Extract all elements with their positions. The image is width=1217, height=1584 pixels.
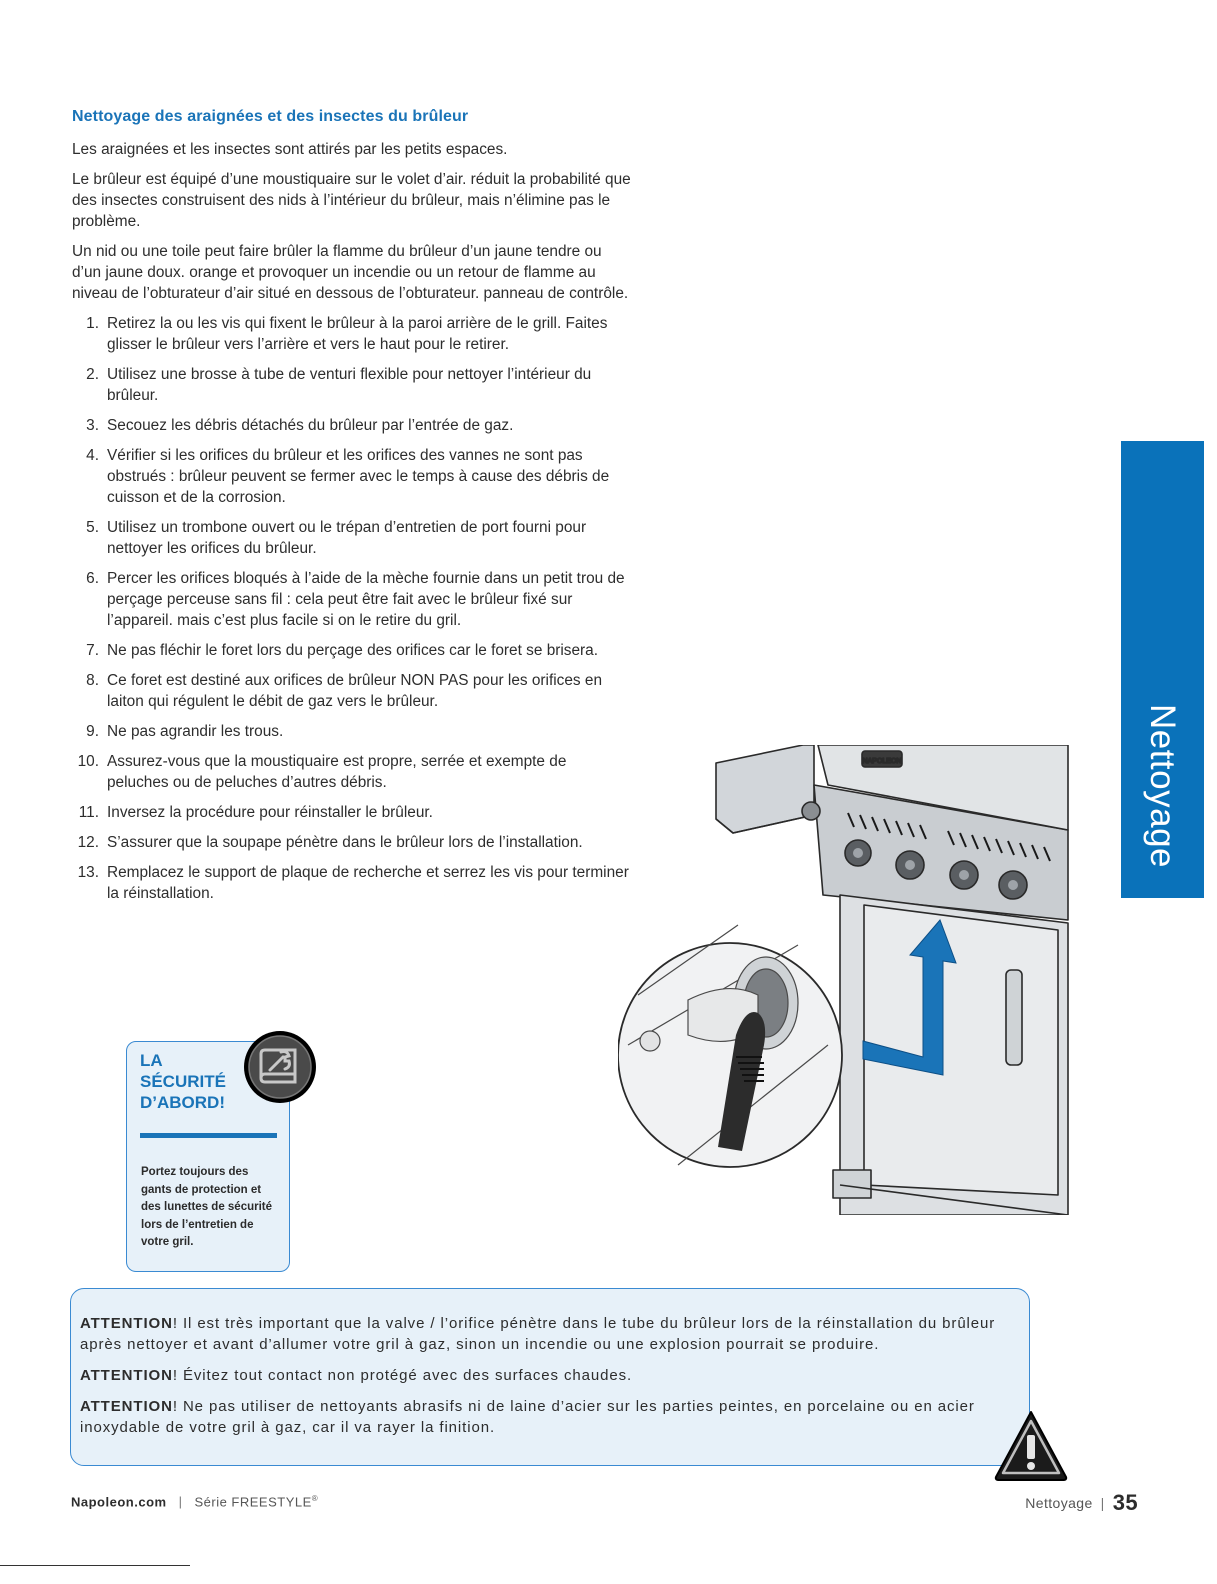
list-item	[72, 721, 632, 742]
step-number: 7.	[86, 642, 99, 659]
step-number: 4.	[86, 447, 99, 464]
footer-section: Nettoyage	[1025, 1495, 1093, 1511]
footer-separator: |	[1100, 1495, 1105, 1511]
list-item	[72, 751, 632, 793]
step-text: Vérifier si les orifices du brûleur et les orifices des vannes ne sont pas obstrués : brûleur peuvent se fermer avec le temps à cause des débris de cuisson et de la corrosion.	[107, 447, 610, 506]
step-text: Remplacez le support de plaque de recherche et serrez les vis pour terminer la réinstallation.	[107, 864, 629, 902]
grill-burner-brush-illustration	[618, 745, 1073, 1215]
step-number: 5.	[86, 519, 99, 536]
attention-label: ATTENTION	[80, 1367, 173, 1384]
step-number: 8.	[86, 672, 99, 689]
step-text: Retirez la ou les vis qui fixent le brûleur à la paroi arrière de le grill. Faites glisser le brûleur vers l’arrière et vers le haut pour le retirer.	[107, 315, 608, 353]
footer-separator: |	[178, 1494, 183, 1510]
step-number: 1.	[86, 315, 99, 332]
paragraph: Les araignées et les insectes sont attirés par les petits espaces.	[72, 141, 508, 158]
step-text: Ne pas fléchir le foret lors du perçage des orifices car le foret se brisera.	[107, 642, 599, 659]
step-text: Percer les orifices bloqués à l’aide de la mèche fournie dans un petit trou de perçage perceuse sans fil : cela peut être fait avec le brûleur fixé sur l’appareil. mais c’est plus facile si on le retire du gril.	[107, 570, 625, 629]
safety-heading-line: SÉCURITÉ	[140, 1072, 226, 1091]
divider	[140, 1133, 277, 1138]
step-number: 9.	[86, 723, 99, 740]
step-text: Assurez-vous que la moustiquaire est propre, serrée et exempte de peluches ou de peluches d’autres débris.	[107, 753, 567, 791]
attention-message: ! Il est très important que la valve / l’orifice pénètre dans le tube du brûleur lors de la réinstallation du brûleur après nettoyer et avant d’allumer votre gril à gaz, sinon un incendie ou une explosion pourrait se produire.	[80, 1315, 996, 1353]
side-tab-label: Nettoyage	[1143, 703, 1182, 869]
step-text: Inversez la procédure pour réinstaller le brûleur.	[107, 804, 433, 821]
list-item	[72, 802, 632, 823]
list-item	[72, 832, 632, 853]
steps-list	[72, 313, 632, 904]
list-item	[72, 313, 632, 355]
step-number: 11.	[78, 804, 99, 821]
list-item	[72, 640, 632, 661]
registered-mark: ®	[311, 1494, 319, 1503]
list-item	[72, 445, 632, 508]
attention-message: ! Évitez tout contact non protégé avec des surfaces chaudes.	[172, 1367, 633, 1384]
footer-series: Série FREESTYLE	[194, 1494, 312, 1510]
step-number: 3.	[86, 417, 99, 434]
safety-text: Portez toujours des gants de protection et des lunettes de sécurité lors de l’entretien de votre gril.	[141, 1166, 273, 1248]
manual-wrench-icon	[243, 1030, 317, 1104]
attention-item	[80, 1365, 1025, 1386]
step-text: Utilisez un trombone ouvert ou le trépan d’entretien de port fourni pour nettoyer les orifices du brûleur.	[107, 519, 587, 557]
list-item	[72, 568, 632, 631]
step-text: Ne pas agrandir les trous.	[107, 723, 284, 740]
step-text: Ce foret est destiné aux orifices de brûleur NON PAS pour les orifices en laiton qui régulent le débit de gaz vers le brûleur.	[107, 672, 603, 710]
attention-item	[80, 1396, 985, 1438]
step-text: Utilisez une brosse à tube de venturi flexible pour nettoyer l’intérieur du brûleur.	[107, 366, 592, 404]
step-number: 10.	[77, 753, 99, 770]
attention-label: ATTENTION	[80, 1315, 173, 1332]
list-item	[72, 862, 632, 904]
paragraph: Le brûleur est équipé d’une moustiquaire sur le volet d’air. réduit la probabilité que des insectes construisent des nids à l’intérieur du brûleur, mais n’élimine pas le problème.	[72, 171, 631, 230]
attention-item	[80, 1313, 1025, 1355]
footer-right	[1025, 1490, 1138, 1516]
footer-left	[71, 1494, 318, 1509]
paragraph: Un nid ou une toile peut faire brûler la flamme du brûleur d’un jaune tendre ou d’un jaune doux. orange et provoquer un incendie ou un retour de flamme au niveau de l’obturateur d’air situé en dessous de l’obturateur. panneau de contrôle.	[72, 243, 629, 302]
grill-logo: NAPOLEON	[862, 758, 902, 765]
safety-heading	[140, 1050, 250, 1113]
safety-heading-line: LA	[140, 1051, 163, 1070]
step-number: 6.	[86, 570, 99, 587]
step-number: 12.	[77, 834, 99, 851]
step-number: 13.	[77, 864, 99, 881]
list-item	[72, 415, 632, 436]
page-number: 35	[1112, 1490, 1138, 1515]
step-text: S’assurer que la soupape pénètre dans le brûleur lors de l’installation.	[107, 834, 583, 851]
step-number: 2.	[86, 366, 99, 383]
footer-site: Napoleon.com	[71, 1494, 167, 1510]
attention-message: ! Ne pas utiliser de nettoyants abrasifs ni de laine d’acier sur les parties peintes, en porcelaine ou en acier inoxydable de votre gril à gaz, car il va rayer la finition.	[80, 1398, 975, 1436]
body-text	[72, 139, 632, 913]
safety-heading-line: D’ABORD!	[140, 1093, 225, 1112]
attention-label: ATTENTION	[80, 1398, 173, 1415]
attention-text	[80, 1313, 1025, 1448]
section-title: Nettoyage des araignées et des insectes du brûleur	[72, 108, 469, 125]
list-item	[72, 517, 632, 559]
list-item	[72, 670, 632, 712]
list-item	[72, 364, 632, 406]
divider	[0, 1565, 190, 1566]
warning-triangle-icon	[993, 1409, 1069, 1482]
step-text: Secouez les débris détachés du brûleur par l’entrée de gaz.	[107, 417, 514, 434]
